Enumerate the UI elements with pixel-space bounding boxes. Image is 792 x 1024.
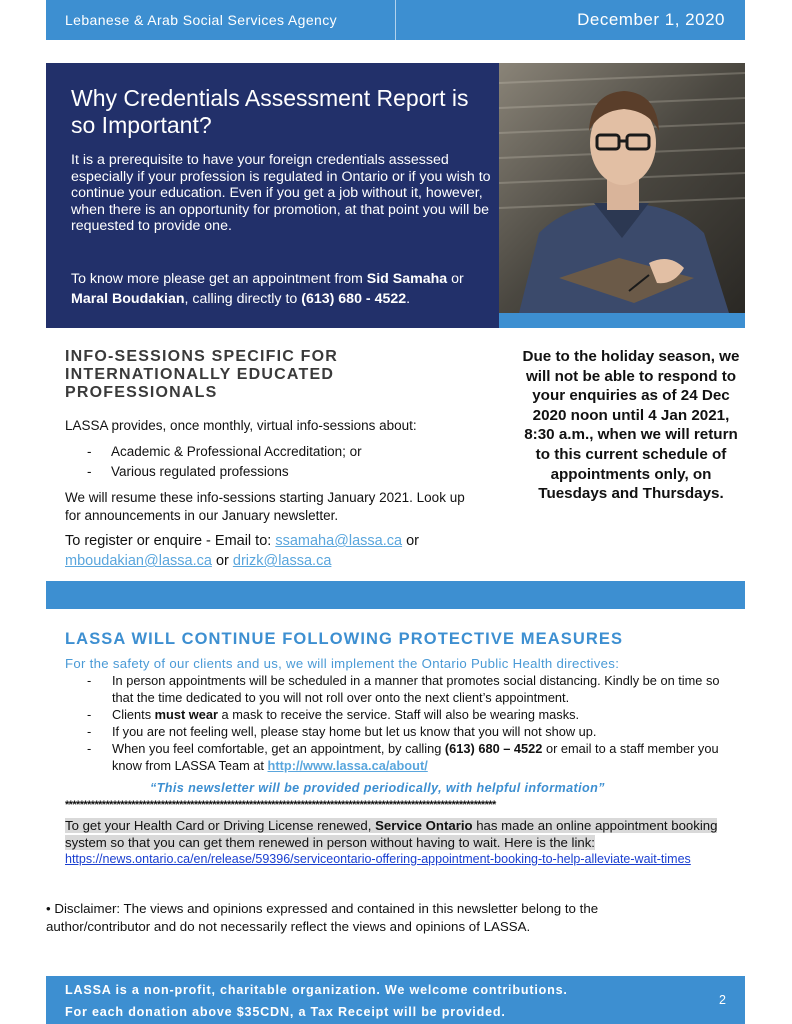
contact-or: or [447, 271, 464, 287]
list-item [65, 740, 725, 774]
info-sessions-register [65, 531, 485, 571]
email-link-ssamaha[interactable]: ssamaha@lassa.ca [275, 533, 403, 549]
register-or-1: or [402, 533, 420, 549]
measures-list [65, 672, 725, 774]
measures-subtitle: For the safety of our clients and us, we will implement the Ontario Public Health directives: [65, 656, 620, 671]
header-divider [395, 0, 396, 40]
contact-end: . [406, 291, 411, 307]
info-sessions-list [65, 442, 362, 482]
header-date: December 1, 2020 [577, 10, 725, 29]
footer-line-2: For each donation above $35CDN, a Tax Receipt will be provided. [65, 1005, 506, 1019]
holiday-notice: Due to the holiday season, we will not be able to respond to your enquiries as of 24 Dec 2020 noon until 4 Jan 2021, 8:30 a.m., when we will return to this current schedule of appointments only, on Tuesdays and Thursdays. [522, 348, 740, 503]
stars-separator: ********************************************************************************************************************* [65, 799, 496, 811]
list-item: - Academic & Professional Accreditation; or [65, 442, 362, 462]
hero-panel [46, 63, 499, 328]
service-bold: Service Ontario [375, 818, 473, 833]
photo-accent-strip [499, 313, 745, 328]
service-ontario-link[interactable]: https://news.ontario.ca/en/release/59396/serviceontario-offering-appointment-booking-to-help-alleviate-wait-times [65, 852, 691, 866]
footer-line-1: LASSA is a non-profit, charitable organization. We welcome contributions. [65, 983, 568, 997]
contact-phone: (613) 680 - 4522 [301, 291, 407, 307]
list-item: - If you are not feeling well, please stay home but let us know that you will not show up. [65, 723, 725, 740]
info-sessions-resume: We will resume these info-sessions starting January 2021. Look up for announcements in our January newsletter. [65, 490, 465, 523]
service-ontario-note [65, 817, 725, 851]
hero-photo [499, 63, 745, 313]
email-link-mboudakian[interactable]: mboudakian@lassa.ca [65, 553, 212, 569]
hero-title: Why Credentials Assessment Report is so Important? [71, 85, 469, 138]
contact-pre: To know more please get an appointment from [71, 271, 367, 287]
header-bar [46, 0, 745, 40]
header-org-name: Lebanese & Arab Social Services Agency [65, 12, 338, 28]
list-item: - In person appointments will be scheduled in a manner that promotes social distancing. Kindly be on time so that the time dedicated to you will not roll over onto the next client’s appointment. [65, 672, 725, 706]
info-sessions-intro: LASSA provides, once monthly, virtual info-sessions about: [65, 418, 417, 433]
measures-title: LASSA WILL CONTINUE FOLLOWING PROTECTIVE MEASURES [65, 630, 624, 648]
info-sessions-title: INFO-SESSIONS SPECIFIC FOR INTERNATIONALLY EDUCATED PROFESSIONALS [65, 348, 339, 401]
section-divider-bar [46, 581, 745, 609]
item2-pre: Clients [112, 707, 155, 722]
service-post: has made an online appointment booking system so that you can get them renewed in person without having to wait. Here is the link: [65, 818, 718, 850]
list-item [65, 706, 725, 723]
list-item: - Various regulated professions [65, 462, 362, 482]
disclaimer: • Disclaimer: The views and opinions expressed and contained in this newsletter belong to the author/contributor and do not necessarily reflect the views and opinions of LASSA. [46, 901, 599, 934]
register-or-2: or [215, 553, 233, 569]
email-link-drizk[interactable]: drizk@lassa.ca [232, 553, 332, 569]
register-pre: To register or enquire - Email to: [65, 533, 276, 549]
contact-name-1: Sid Samaha [366, 271, 448, 287]
periodic-note: “This newsletter will be provided periodically, with helpful information” [150, 781, 605, 795]
contact-name-2: Maral Boudakian [71, 291, 185, 307]
page-number: 2 [719, 993, 726, 1007]
hero-contact [71, 269, 496, 309]
contact-mid: , calling directly to [184, 291, 302, 307]
item4-pre: When you feel comfortable, get an appointment, by calling [112, 741, 445, 756]
service-pre: To get your Health Card or Driving License renewed, [65, 818, 376, 833]
item4-mid: or email to a staff member you know from LASSA Team at [112, 741, 719, 773]
student-writing-illustration [499, 63, 745, 313]
footer-bar [46, 976, 745, 1024]
item2-bold: must wear [154, 707, 218, 722]
item4-phone: (613) 680 – 4522 [444, 741, 543, 756]
about-team-link[interactable]: http://www.lassa.ca/about/ [267, 758, 428, 773]
item2-post: a mask to receive the service. Staff will also be wearing masks. [217, 707, 580, 722]
hero-body: It is a prerequisite to have your foreign credentials assessed especially if your profession is regulated in Ontario or if you wish to continue your education. Even if you get a job without it, however, when there is an opportunity for promotion, at that point you will be requested to provide one. [71, 152, 491, 235]
